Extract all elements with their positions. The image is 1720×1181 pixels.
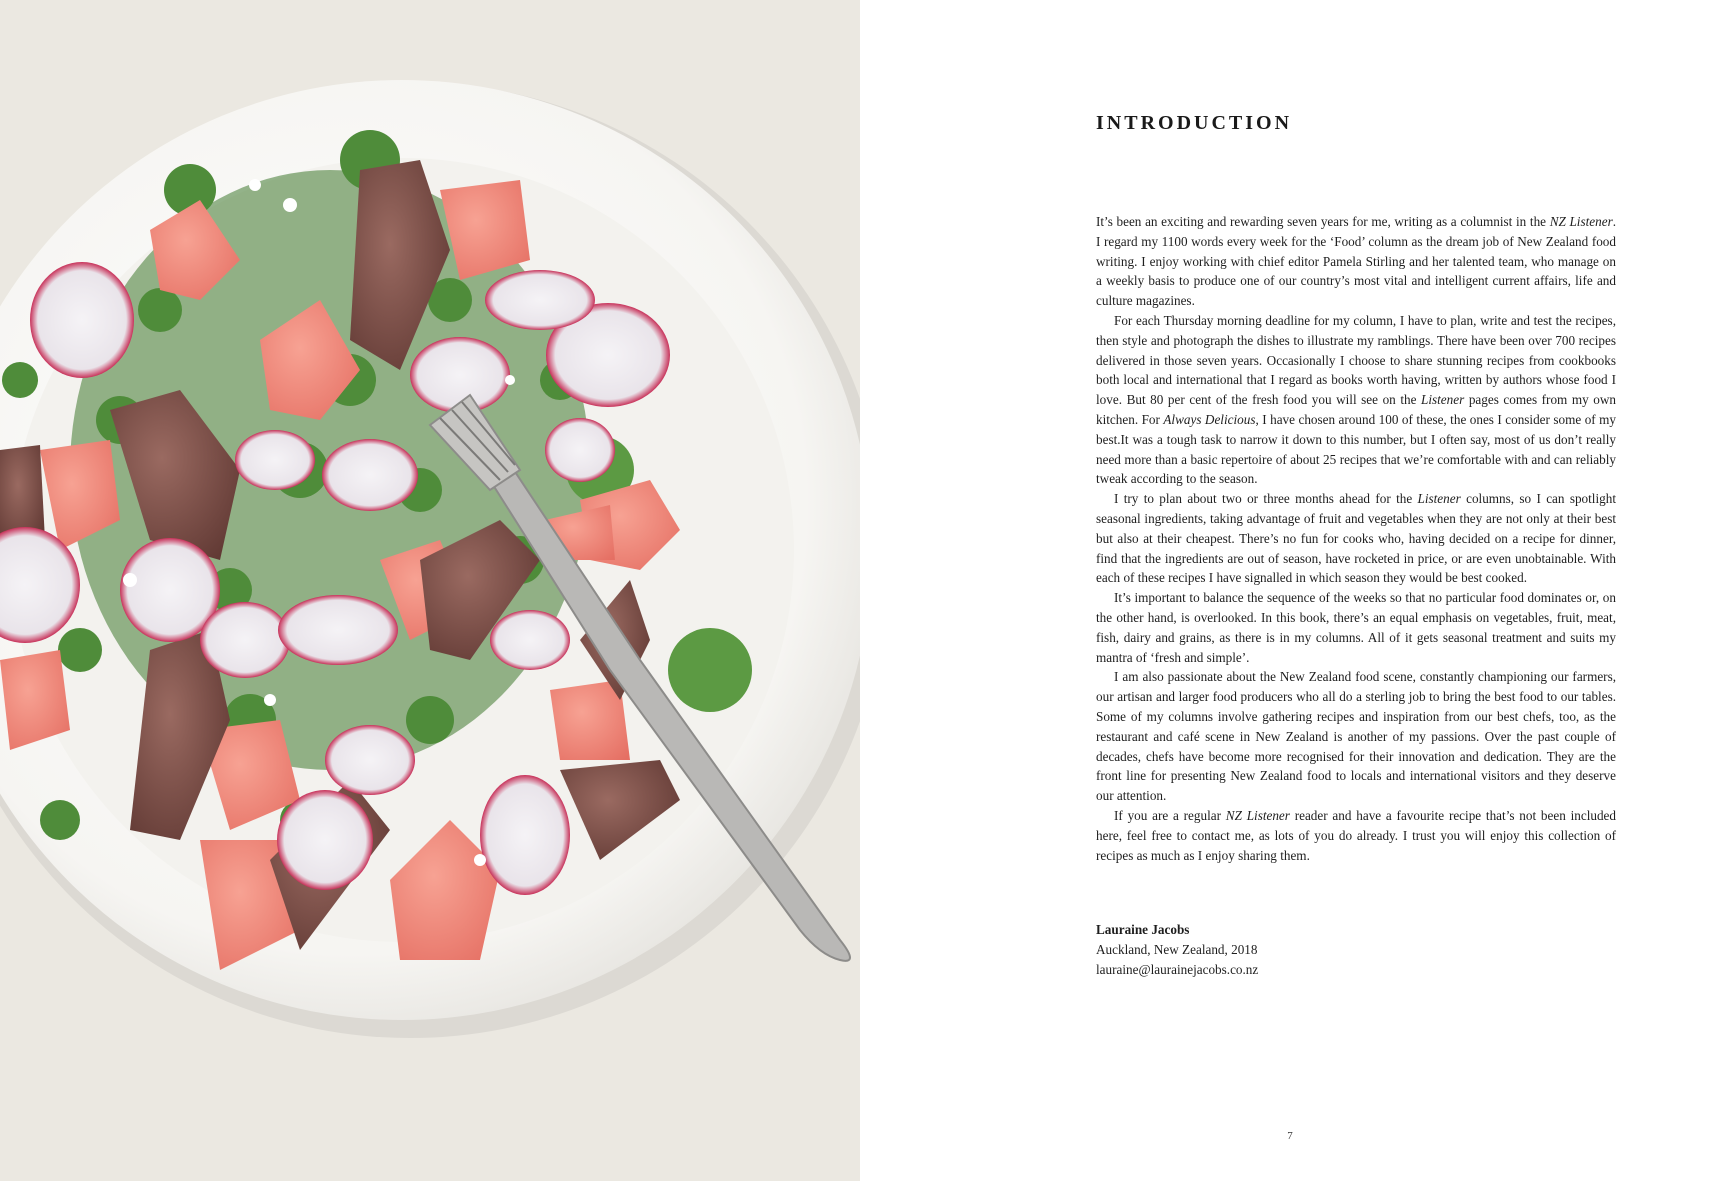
body-paragraph [1096, 311, 1616, 489]
body-paragraph [1096, 212, 1616, 311]
italic-title-run: NZ Listener [1225, 807, 1290, 823]
italic-title-run: Listener [1417, 491, 1461, 507]
page-number: 7 [1287, 1130, 1293, 1142]
italic-title-run: Always Delicious [1163, 411, 1256, 427]
italic-title-run: NZ Listener [1549, 214, 1613, 229]
author-signoff [1096, 920, 1616, 979]
text-run: columns, so I can spotlight seasonal ingredients, taking advantage of fruit and vegetables when they are not only at their best but also at their cheapest. There’s no fun for cooks who, having decided on a recipe for dinner, find that the ingredients are out of season, have rocketed in price, or are even unobtainable. With each of these recipes I have signalled in which season they would be best cooked. [1096, 491, 1616, 586]
text-run: , I have chosen around 100 of these, the ones I consider some of my best.It was a tough task to narrow it down to this number, but I often say, most of us don’t really need more than a basic repertoire of about 25 recipes that we’re comfortable with and can reliably tweak according to the season. [1096, 411, 1617, 487]
body-paragraph [1096, 806, 1616, 865]
italic-title-run: Listener [1421, 392, 1465, 408]
introduction-body [1096, 212, 1616, 865]
text-run: . I regard my 1100 words every week for the ‘Food’ column as the dream job of New Zealand food writing. I enjoy working with chief editor Pamela Stirling and her talented team, who manage on a weekly basis to produce one of our country’s most vital and intelligent current affairs, life and culture magazines. [1096, 214, 1617, 309]
introduction-page [860, 0, 1720, 1181]
body-paragraph [1096, 489, 1616, 588]
text-run: I am also passionate about the New Zealand food scene, constantly championing our farmers, our artisan and larger food producers who all do a sterling job to bring the best food to our tables. Some of my columns involve gathering recipes and inspiration from our best chefs, too, as the restaurant and café scene in New Zealand is another of my passions. Over the past couple of decades, chefs have become more recognised for their innovation and dedication. They are the front line for presenting New Zealand food to locals and international visitors and they deserve our attention. [1096, 669, 1616, 804]
author-location: Auckland, New Zealand, 2018 [1096, 941, 1258, 957]
text-run: It’s important to balance the sequence of the weeks so that no particular food dominates or, on the other hand, is overlooked. In this book, there’s an equal emphasis on vegetables, fruit, meat, fish, dairy and grains, as there is in my columns. All of it gets seasonal treatment and suits my mantra of ‘fresh and simple’. [1096, 590, 1616, 665]
text-run: It’s been an exciting and rewarding seven years for me, writing as a columnist in the [1096, 214, 1550, 229]
text-run: If you are a regular [1114, 807, 1226, 823]
body-paragraph [1096, 667, 1616, 806]
body-paragraph [1096, 588, 1616, 667]
text-run: I try to plan about two or three months ahead for the [1114, 491, 1418, 507]
author-email: lauraine@laurainejacobs.co.nz [1096, 961, 1259, 977]
page-heading: INTRODUCTION [1096, 112, 1293, 134]
text-run: For each Thursday morning deadline for my column, I have to plan, write and test the recipes, then style and photograph the dishes to illustrate my ramblings. There have been over 700 recipes delivered in those seven years. Occasionally I choose to share stunning recipes from cookbooks both local and international that I regard as books worth having, written by authors whose food I love. But 80 per cent of the fresh food you will see on the [1096, 312, 1616, 408]
text-run: pages comes from my own kitchen. For [1096, 392, 1616, 427]
author-name: Lauraine Jacobs [1096, 922, 1190, 937]
text-run: reader and have a favourite recipe that’s not been included here, feel free to contact me, as lots of you do already. I trust you will enjoy this collection of recipes as much as I enjoy sharing them. [1096, 807, 1617, 863]
